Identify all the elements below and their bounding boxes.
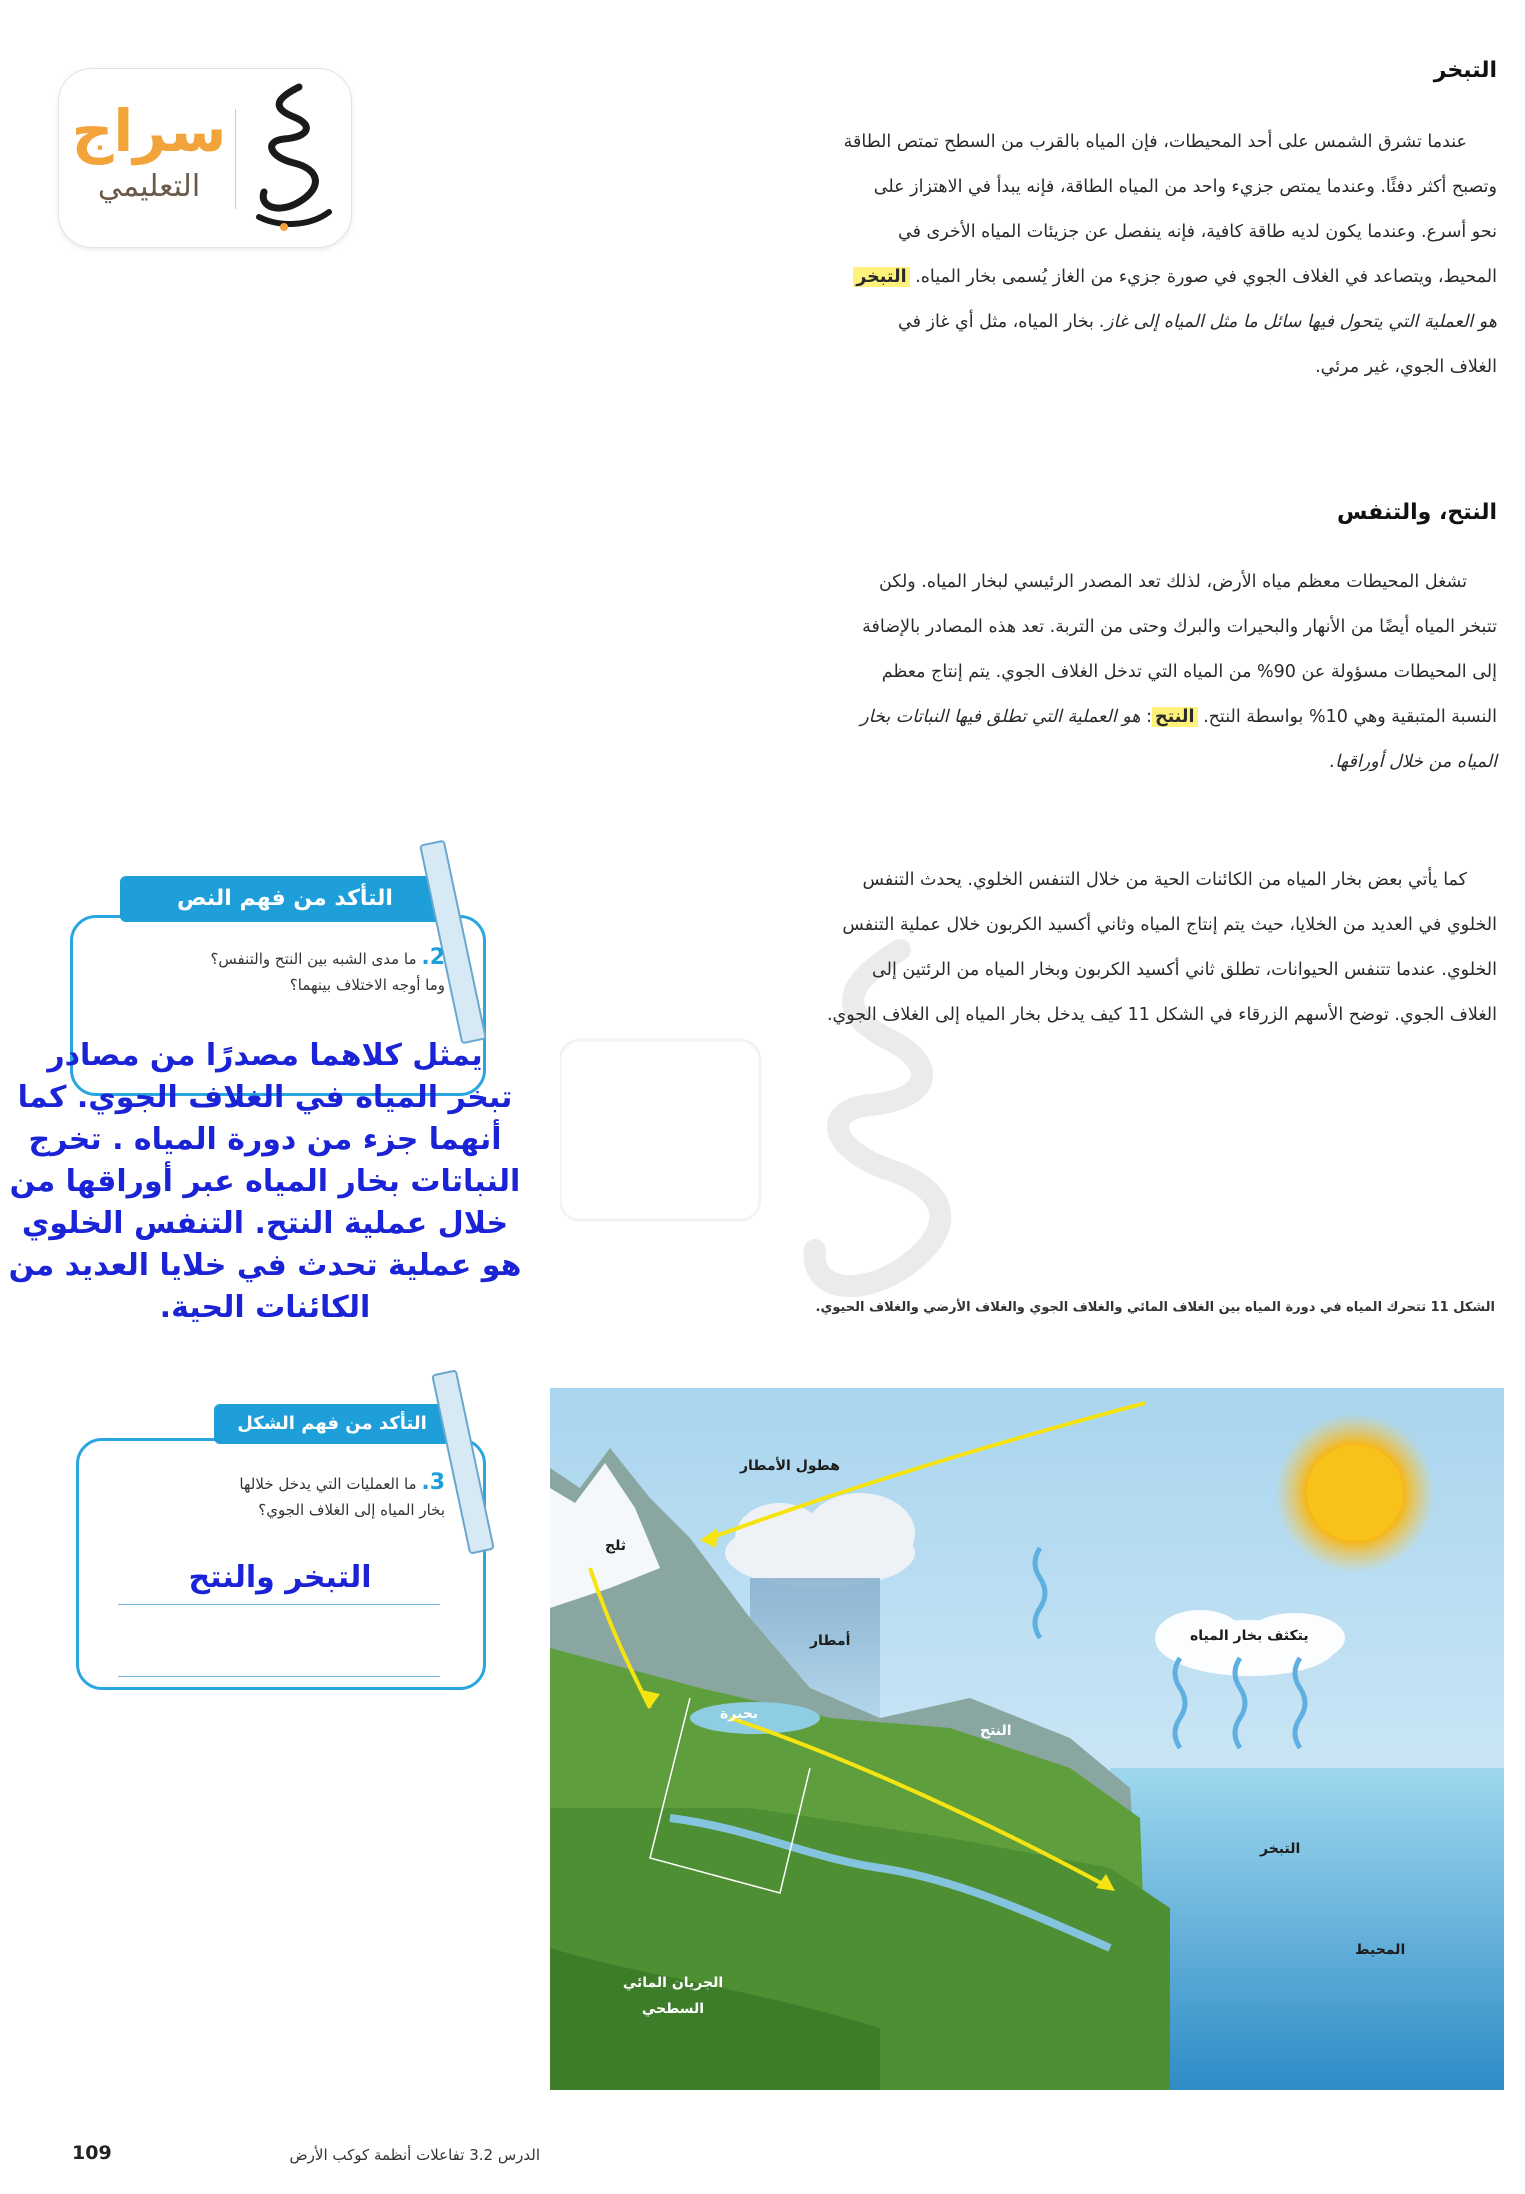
label-rain: أمطار <box>810 1633 851 1649</box>
text-line: إلى المحيطات مسؤولة عن 90% من المياه التي تدخل الغلاف الجوي. يتم إنتاج معظم <box>881 662 1497 682</box>
paragraph-transpiration-1 <box>557 560 1497 785</box>
label-precipitation: هطول الأمطار <box>740 1458 840 1474</box>
label-evaporation: التبخر <box>1260 1841 1301 1857</box>
text-line: نحو أسرع. وعندما يكون لديه طاقة كافية، فإنه ينفصل عن جزيئات المياه الأخرى في <box>898 222 1497 242</box>
text-line: الخلوي في العديد من الخلايا، حيث يتم إنتاج المياه وثاني أكسيد الكربون خلال عملية التنفس <box>842 915 1497 935</box>
label-transpiration: النتح <box>980 1723 1012 1739</box>
paragraph-evaporation <box>557 120 1497 390</box>
text-line: تتبخر المياه أيضًا من الأنهار والبحيرات والبرك وحتى من التربة. تعد هذه المصادر بالإضافة <box>862 617 1497 637</box>
heading-evaporation: التبخر <box>1433 58 1497 83</box>
definition-transpiration: هو العملية التي تطلق فيها النباتات بخار <box>860 707 1141 727</box>
answer-line: النباتات بخار المياه عبر أوراقها من <box>9 1164 521 1199</box>
text-line: الغلاف الجوي. توضح الأسهم الزرقاء في الشكل 11 كيف يدخل بخار المياه إلى الغلاف الجوي. <box>826 1005 1497 1025</box>
answer-line-rule <box>118 1676 440 1677</box>
check-figure-answer: التبخر والنتح <box>188 1560 372 1595</box>
text-line: الغلاف الجوي، غير مرئي. <box>1315 357 1497 377</box>
paragraph-transpiration-2 <box>557 858 1497 1038</box>
text-line: النسبة المتبقية وهي 10% بواسطة النتح. النتح: هو العملية التي تطلق فيها النباتات بخار <box>860 707 1497 727</box>
check-text-answer <box>0 1035 530 1329</box>
text-line <box>557 300 1497 345</box>
text-fragment: النسبة المتبقية وهي 10% بواسطة النتح. <box>1203 707 1497 727</box>
heading-transpiration: النتح، والتنفس <box>1336 500 1497 525</box>
footer-lesson: الدرس 3.2 تفاعلات أنظمة كوكب الأرض <box>289 2146 540 2164</box>
definition-evaporation: هو العملية التي يتحول فيها سائل ما مثل المياه إلى غاز. <box>1099 312 1497 332</box>
question-number: 3. <box>421 1470 445 1495</box>
text-line <box>557 255 1497 300</box>
label-runoff: الجريان المائي السطحي <box>622 1975 724 2017</box>
text-line: الخلوي. عندما تتنفس الحيوانات، تطلق ثاني أكسيد الكربون وبخار المياه من الرئتين إلى <box>872 960 1497 980</box>
answer-line: تبخر المياه في الغلاف الجوي. كما <box>17 1080 513 1115</box>
text-line <box>557 740 1497 785</box>
label-ocean: المحيط <box>1355 1942 1406 1958</box>
key-term-evaporation: التبخر <box>853 267 909 287</box>
logo-subtitle: التعليمي <box>97 169 201 204</box>
text-fragment: بخار المياه، مثل أي غاز في <box>898 312 1094 332</box>
label-condensation: يتكثف بخار المياه <box>1190 1628 1309 1644</box>
question-line: وما أوجه الاختلاف بينهما؟ <box>289 976 445 994</box>
page-number: 109 <box>72 2142 112 2164</box>
logo <box>58 68 352 248</box>
question-line: ما العمليات التي يدخل خلالها <box>239 1475 417 1493</box>
label-snow: ثلج <box>605 1538 627 1554</box>
label-lake: بحيرة <box>720 1706 759 1722</box>
answer-line-rule <box>118 1604 440 1605</box>
question-number: 2. <box>421 945 445 970</box>
figure-caption: الشكل 11 تتحرك المياه في دورة المياه بين الغلاف المائي والغلاف الجوي والغلاف الأرضي والغلاف الحيوي. <box>815 1300 1495 1315</box>
text-line: كما يأتي بعض بخار المياه من الكائنات الحية من خلال التنفس الخلوي. يحدث التنفس <box>862 870 1467 890</box>
calligraphy-mark-icon <box>239 77 339 237</box>
sun-disc <box>1307 1445 1403 1541</box>
answer-line: خلال عملية النتح. التنفس الخلوي <box>21 1206 509 1241</box>
answer-line: أنهما جزء من دورة المياه . تخرج <box>28 1122 502 1157</box>
key-term-transpiration: النتح <box>1152 707 1197 727</box>
water-cycle-diagram <box>550 1388 1504 2090</box>
check-figure-title: التأكد من فهم الشكل <box>214 1404 450 1444</box>
logo-divider <box>235 109 236 209</box>
question-line: بخار المياه إلى الغلاف الجوي؟ <box>258 1501 445 1519</box>
answer-line: هو عملية تحدث في خلايا العديد من <box>8 1248 522 1283</box>
logo-name: سراج <box>71 97 227 165</box>
question-line: ما مدى الشبه بين النتح والتنفس؟ <box>210 950 417 968</box>
text-fragment: المياه من خلال أوراقها. <box>1329 752 1497 772</box>
answer-line: الكائنات الحية. <box>159 1290 371 1325</box>
text-line: تشغل المحيطات معظم مياه الأرض، لذلك تعد المصدر الرئيسي لبخار المياه. ولكن <box>878 572 1467 592</box>
check-figure-question <box>115 1470 445 1523</box>
check-text-question <box>115 945 445 998</box>
text-line: وتصبح أكثر دفئًا. وعندما يمتص جزيء واحد من المياه الطاقة، فإنه يبدأ في الاهتزاز على <box>873 177 1497 197</box>
text-line: عندما تشرق الشمس على أحد المحيطات، فإن المياه بالقرب من السطح تمتص الطاقة <box>843 132 1467 152</box>
answer-line: يمثل كلاهما مصدرًا من مصادر <box>47 1038 483 1073</box>
check-text-title: التأكد من فهم النص <box>120 876 450 922</box>
text-fragment: المحيط، ويتصاعد في الغلاف الجوي في صورة جزيء من الغاز يُسمى بخار المياه. <box>915 267 1497 287</box>
